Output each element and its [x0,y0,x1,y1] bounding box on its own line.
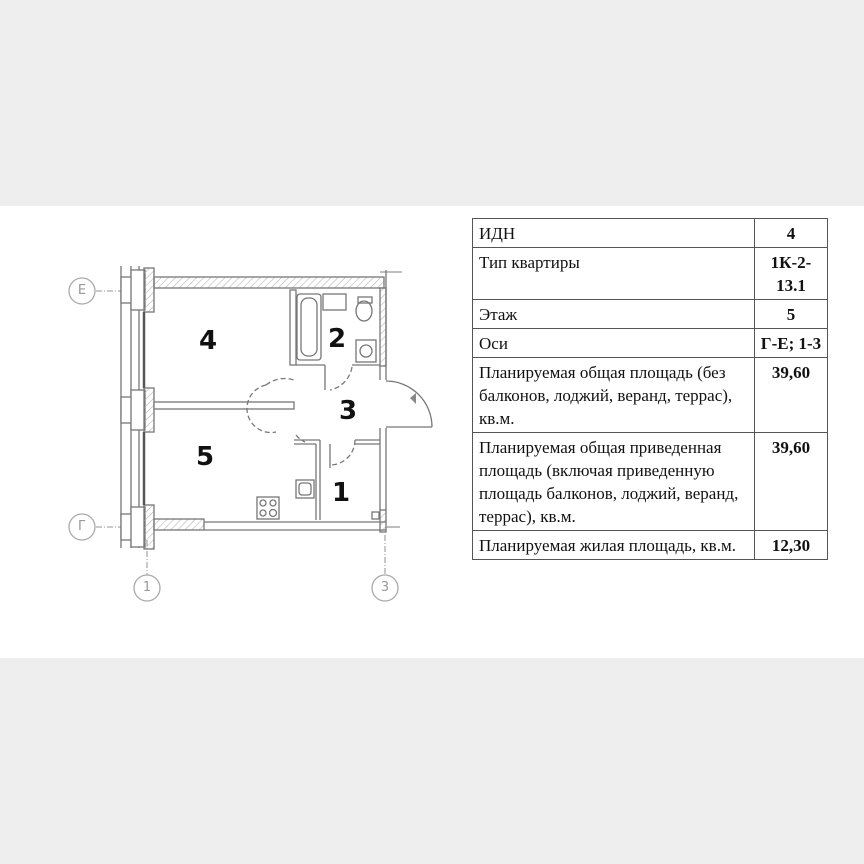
table-row-living-area [473,531,828,560]
table-row-apartment-type [473,248,828,300]
room-number-5: 5 [196,442,215,472]
table-row-axes [473,329,828,358]
row-label: ИДН [473,219,755,248]
row-value: 39,60 [755,433,828,531]
axis-label-3: 3 [380,580,390,595]
table-row-floor [473,300,828,329]
room-number-2: 2 [328,324,347,354]
row-label: Планируемая жилая площадь, кв.м. [473,531,755,560]
row-value: 4 [755,219,828,248]
row-value: 39,60 [755,358,828,433]
row-value: 1К-2-13.1 [755,248,828,300]
row-label: Тип квартиры [473,248,755,300]
row-label: Планируемая общая площадь (без балконов, лоджий, веранд, террас), кв.м. [473,358,755,433]
row-value: 5 [755,300,828,329]
room-number-1: 1 [332,478,351,508]
room-number-4: 4 [199,326,218,356]
table-row-total-area [473,358,828,433]
room-number-3: 3 [339,396,358,426]
axis-label-e: Е [77,283,87,298]
row-label: Планируемая общая приведенная площадь (включая приведенную площадь балконов, лоджий, веранд, террас), кв.м. [473,433,755,531]
plan-sheet [0,206,864,658]
row-value: 12,30 [755,531,828,560]
table-row-idn [473,219,828,248]
row-label: Оси [473,329,755,358]
axis-label-1: 1 [142,580,152,595]
table-row-reduced-area [473,433,828,531]
apartment-info-table [472,218,828,560]
axis-label-g: Г [78,519,86,534]
row-value: Г-Е; 1-3 [755,329,828,358]
row-label: Этаж [473,300,755,329]
floor-plan-drawing [0,206,470,658]
floor-plan [0,206,470,658]
